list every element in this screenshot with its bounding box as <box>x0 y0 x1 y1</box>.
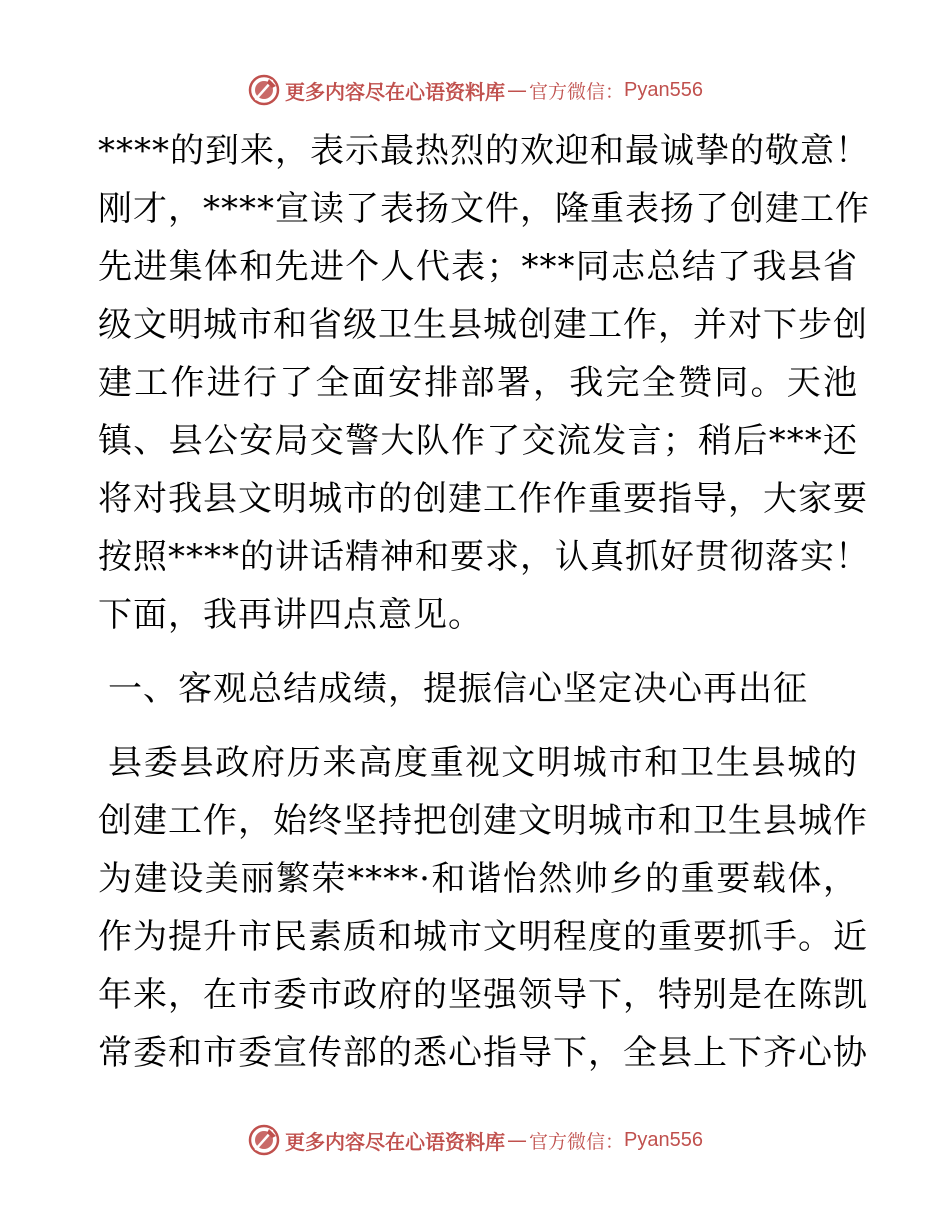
text-line: 作为提升市民素质和城市文明程度的重要抓手。近 <box>98 917 868 957</box>
text-line: 先进集体和先进个人代表；***同志总结了我县省 <box>98 247 858 287</box>
text-line: 按照****的讲话精神和要求，认真抓好贯彻落实！ <box>98 537 870 577</box>
banner-account: Pyan556 <box>624 1128 703 1151</box>
paragraph-1 <box>98 122 870 644</box>
paragraph-2 <box>98 734 868 1082</box>
text-line: 常委和市委宣传部的悉心指导下，全县上下齐心协 <box>98 1033 868 1073</box>
footer-banner <box>0 1120 950 1160</box>
text-line: 创建工作，始终坚持把创建文明城市和卫生县城作 <box>98 801 868 841</box>
text-line: 级文明城市和省级卫生县城创建工作，并对下步创 <box>98 305 868 345</box>
text-line: 下面，我再讲四点意见。 <box>98 595 483 635</box>
document-body <box>98 122 870 1082</box>
banner-dash: — <box>507 1128 527 1152</box>
text-line: 为建设美丽繁荣****·和谐怡然帅乡的重要载体， <box>98 859 858 899</box>
banner-contact-label: 官方微信： <box>529 80 625 103</box>
section-heading: 一、客观总结成绩，提振信心坚定决心再出征 <box>108 669 808 709</box>
banner-account: Pyan556 <box>624 78 703 101</box>
text-line: 县委县政府历来高度重视文明城市和卫生县城的 <box>108 743 858 783</box>
text-line: 年来，在市委市政府的坚强领导下，特别是在陈凯 <box>98 975 868 1015</box>
text-line: 镇、县公安局交警大队作了交流发言；稍后***还 <box>98 421 858 461</box>
banner-dash: — <box>507 78 527 102</box>
banner-slogan: 更多内容尽在心语资料库 <box>285 1129 505 1154</box>
text-line: ****的到来，表示最热烈的欢迎和最诚挚的敬意！ <box>98 131 870 171</box>
banner-slogan: 更多内容尽在心语资料库 <box>285 79 505 104</box>
text-line: 刚才，****宣读了表扬文件，隆重表扬了创建工作 <box>98 189 870 229</box>
header-banner <box>0 70 950 110</box>
banner-contact-label: 官方微信： <box>529 1130 625 1153</box>
pen-circle-logo-icon <box>247 1123 281 1157</box>
pen-circle-logo-icon <box>247 73 281 107</box>
text-line: 建工作进行了全面安排部署，我完全赞同。天池 <box>98 363 858 403</box>
text-line: 将对我县文明城市的创建工作作重要指导，大家要 <box>98 479 868 519</box>
